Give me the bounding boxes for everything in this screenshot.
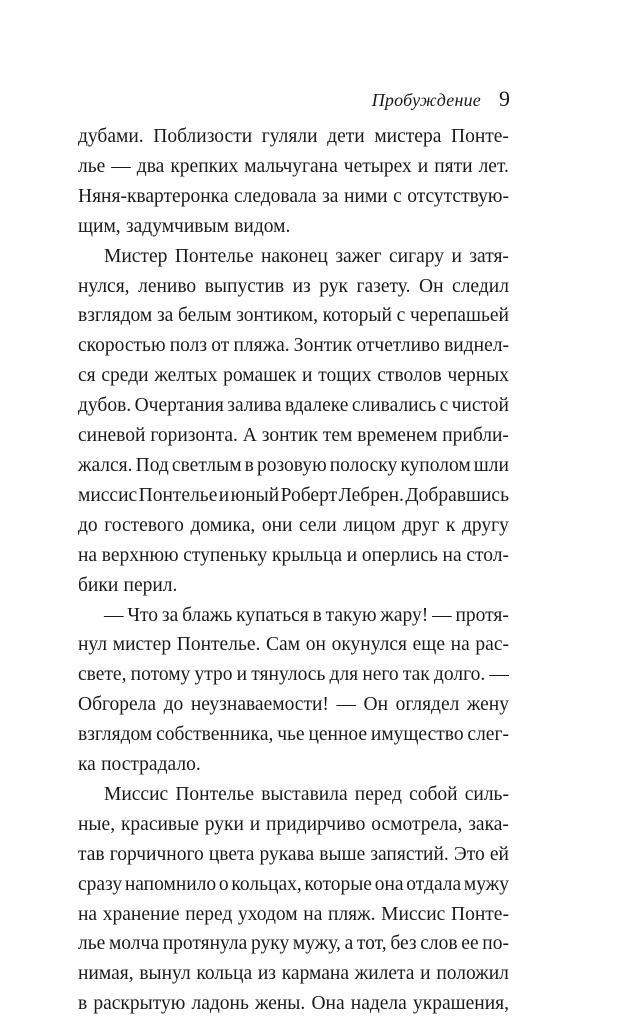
text-line: тав горчичного цвета рукава выше запястий. Это ей <box>78 843 509 865</box>
text-line: дубами. Поблизости гуляли дети мистера Понте- <box>78 126 509 147</box>
running-title: Пробуждение <box>371 90 481 110</box>
text-line: синевой горизонта. А зонтик тем временем прибли- <box>78 425 509 447</box>
paragraph <box>78 601 509 780</box>
text-line: лье молча протянула руку мужу, а тот, без слов ее по- <box>78 933 509 955</box>
text-line: жался. Под светлым в розовую полоску куполом шли <box>78 454 509 476</box>
text-line: взглядом за белым зонтиком, который с черепашьей <box>78 305 509 327</box>
text-line: сразу напомнило о кольцах, которые она отдала мужу <box>78 873 509 895</box>
body-text <box>78 122 509 1019</box>
text-line: скоростью полз от пляжа. Зонтик отчетливо виднел- <box>78 335 509 357</box>
text-line: нимая, вынул кольца из кармана жилета и положил <box>78 963 509 985</box>
text-line: Миссис Понтелье выставила перед собой силь- <box>104 783 509 805</box>
text-line: — Что за блажь купаться в такую жару! — протя- <box>104 604 509 626</box>
text-line: до гостевого домика, они сели лицом друг к другу <box>78 514 509 536</box>
text-line: на верхнюю ступеньку крыльца и оперлись на стол- <box>78 544 509 566</box>
running-head <box>372 86 510 112</box>
text-line: взглядом собственника, чье ценное имущество слег- <box>78 724 509 746</box>
paragraph <box>78 780 509 1019</box>
text-line: щим, задумчивым видом. <box>78 215 291 237</box>
text-line: ные, красивые руки и придирчиво осмотрела, зака- <box>78 813 509 835</box>
paragraph <box>78 242 509 601</box>
text-line: Обгорела до неузнаваемости! — Он оглядел жену <box>78 694 509 716</box>
text-line: в раскрытую ладонь жены. Она надела украшения, <box>78 993 509 1015</box>
paragraph <box>78 122 509 242</box>
text-line: лье — два крепких мальчугана четырех и пяти лет. <box>78 155 509 177</box>
text-line: Мистер Понтелье наконец зажег сигару и затя- <box>104 245 509 267</box>
page-number: 9 <box>499 86 510 111</box>
text-line: нулся, лениво выпустив из рук газету. Он следил <box>78 275 509 297</box>
text-line: Няня-квартеронка следовала за ними с отсутствую- <box>78 185 509 207</box>
text-line: свете, потому утро и тянулось для него так долго. — <box>78 664 509 686</box>
text-line: нул мистер Понтелье. Сам он окунулся еще на рас- <box>78 634 509 656</box>
text-line: ка пострадало. <box>78 754 201 776</box>
text-line: на хранение перед уходом на пляж. Миссис Понте- <box>78 903 509 925</box>
text-line: ся среди желтых ромашек и тощих стволов черных <box>78 365 509 387</box>
text-line: дубов. Очертания залива вдалеке сливались с чистой <box>78 395 509 417</box>
text-line: бики перил. <box>78 574 178 596</box>
text-line: миссис Понтелье и юный Роберт Лебрен. Добравшись <box>78 484 509 506</box>
